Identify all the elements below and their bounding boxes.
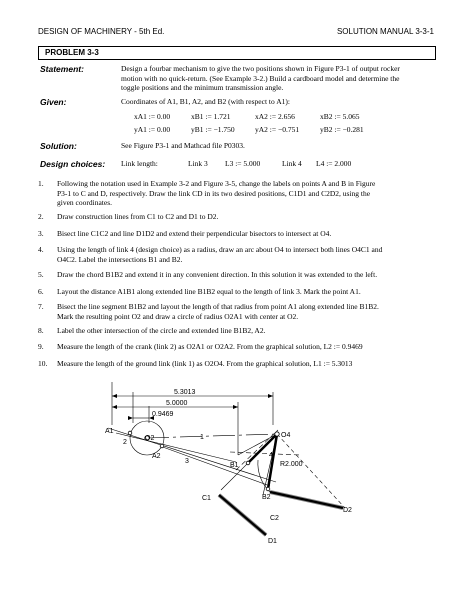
pivot-b1: [246, 461, 250, 465]
dim-label-crank: 0.9469: [152, 411, 174, 418]
given-value: xB1 := 1.721: [191, 112, 231, 121]
step-number: 6.: [38, 287, 44, 296]
step-line: Bisect line C1C2 and line D1D2 and extend their perpendicular bisectors to intersect at O4.: [57, 229, 332, 238]
step-number: 2.: [38, 212, 44, 221]
given-value: xA2 := 2.656: [255, 112, 295, 121]
link-c2d2-core: [270, 492, 343, 508]
arrowhead: [112, 405, 117, 409]
ground-link-line: [147, 434, 277, 438]
given-value: yA2 := −0.751: [255, 125, 300, 134]
dim-label-coupler: 5.0000: [166, 400, 188, 407]
l3-value: L3 := 5.000: [225, 159, 261, 168]
given-value: xA1 := 0.00: [134, 112, 171, 121]
given-intro: Coordinates of A1, B1, A2, and B2 (with respect to A1):: [121, 97, 290, 106]
statement-label: Statement:: [40, 64, 84, 74]
step-line: given coordinates.: [57, 198, 112, 207]
step-line: Measure the length of the crank (link 2) as O2A1 or O2A2. From the graphical solution, L2 := 0.9469: [57, 342, 363, 351]
label-link1: 1: [200, 434, 204, 441]
given-value: yB2 := −0.281: [320, 125, 364, 134]
header-left: DESIGN OF MACHINERY - 5th Ed.: [38, 27, 165, 36]
step-line: Draw the chord B1B2 and extend it in any convenient direction. In this solution it was extended to the left.: [57, 270, 378, 279]
step-number: 5.: [38, 270, 44, 279]
step-line: Layout the distance A1B1 along extended line B1B2 equal to the length of link 3. Mark the point A1.: [57, 287, 361, 296]
label-link2: 2: [123, 439, 127, 446]
given-value: xB2 := 5.065: [320, 112, 360, 121]
step-line: Using the length of link 4 (design choice) as a radius, draw an arc about O4 to intersect both lines O4C1 and: [57, 245, 383, 254]
dim-label-ground: 5.3013: [174, 389, 196, 396]
coupler-line: [160, 446, 270, 486]
step-number: 3.: [38, 229, 44, 238]
statement-line: Design a fourbar mechanism to give the two positions shown in Figure P3-1 of output rocker: [121, 64, 400, 73]
label-o4: O4: [281, 432, 291, 439]
step-number: 9.: [38, 342, 44, 351]
pivot-b2: [266, 487, 270, 491]
link-c1d1-core: [219, 495, 266, 535]
design-choices-label: Design choices:: [40, 159, 106, 169]
radius-label: R2.000: [280, 461, 303, 468]
pivot-a2: [160, 444, 164, 448]
step-line: Following the notation used in Example 3-2 and Figure 3-5, change the labels on points A and B in Figure: [57, 179, 376, 188]
label-a2: A2: [152, 453, 161, 460]
coupler-line: [116, 433, 236, 462]
pivot-o4: [275, 432, 279, 436]
label-d1: D1: [268, 538, 277, 545]
label-a1: A1: [105, 428, 114, 435]
extended-chord-line: [108, 428, 276, 482]
statement-line: toggle positions and the minimum transmission angle.: [121, 83, 284, 92]
step-line: O4C2. Label the intersections B1 and B2.: [57, 254, 183, 264]
given-label: Given:: [40, 97, 67, 107]
step-number: 8.: [38, 326, 44, 335]
link3-label: Link 3: [188, 159, 208, 168]
step-number: 7.: [38, 302, 44, 311]
given-value: yB1 := −1.750: [191, 125, 235, 134]
problem-title: PROBLEM 3-3: [45, 48, 99, 57]
step-number: 1.: [38, 179, 44, 188]
step-number: 4.: [38, 245, 44, 254]
label-d2: D2: [343, 507, 352, 514]
arrowhead: [128, 416, 133, 420]
label-link3: 3: [185, 458, 189, 465]
step-line: Mark the resulting point O2 and draw a circle of radius O2A1 with center at O2.: [57, 311, 299, 321]
label-o2: O2: [145, 435, 155, 442]
label-b2: B2: [262, 494, 271, 501]
arrowhead: [233, 405, 238, 409]
solution-text: See Figure P3-1 and Mathcad file P0303.: [121, 141, 245, 150]
label-b1: B1: [230, 462, 239, 469]
l4-value: L4 := 2.000: [316, 159, 352, 168]
pivot-a1: [128, 431, 132, 435]
step-line: Bisect the line segment B1B2 and layout the length of that radius from point A1 along extended line B1B2.: [57, 302, 379, 311]
header-right: SOLUTION MANUAL 3-3-1: [336, 27, 434, 36]
step-line: Draw construction lines from C1 to C2 and D1 to D2.: [57, 212, 219, 221]
solution-label: Solution:: [40, 141, 77, 151]
arrowhead: [112, 394, 117, 398]
given-value: yA1 := 0.00: [134, 125, 171, 134]
step-line: Measure the length of the ground link (link 1) as O2O4. From the graphical solution, L1 := 5.3013: [57, 359, 353, 368]
label-link4: 4: [269, 452, 273, 459]
link-length-label: Link length:: [121, 159, 158, 168]
label-c2: C2: [270, 515, 279, 522]
step-line: P3-1 to C and D, respectively. Draw the link CD in its two desired positions, C1D1 and C2D2, using the: [57, 188, 371, 198]
step-number: 10.: [38, 359, 48, 368]
label-c1: C1: [202, 495, 211, 502]
step-line: Label the other intersection of the circle and extended line B1B2, A2.: [57, 326, 266, 335]
arrowhead: [268, 394, 273, 398]
link4-label: Link 4: [282, 159, 302, 168]
statement-line: motion with no quick-return. (See Example 3-2.) Build a cardboard model and determine the: [121, 73, 400, 83]
